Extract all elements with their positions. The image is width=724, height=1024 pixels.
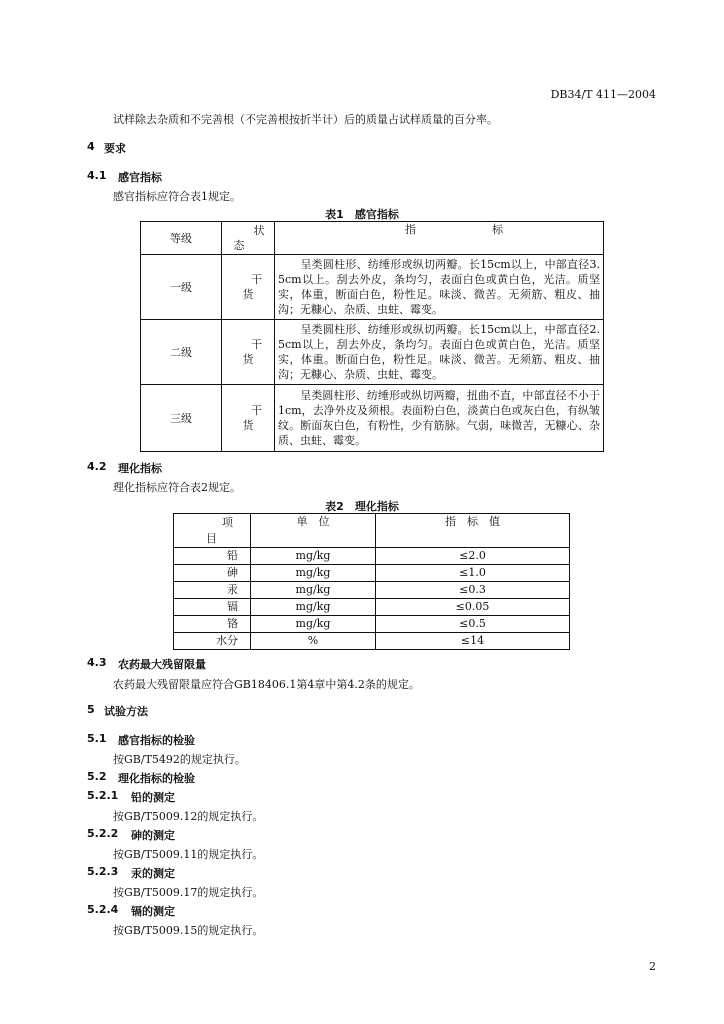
row-cadmium-unit: mg/kg <box>251 599 376 616</box>
header-index-left: 指 <box>405 223 416 236</box>
section-4-3-title: 农药最大残留限量 <box>118 658 206 671</box>
row-arsenic-unit: mg/kg <box>251 565 376 582</box>
row3-state-bottom: 货 <box>242 419 254 432</box>
section-4-number: 4 <box>87 140 95 153</box>
row-mercury-unit: mg/kg <box>251 582 376 599</box>
table-row <box>174 565 570 582</box>
row-chromium-unit: mg/kg <box>251 616 376 633</box>
row-cadmium-value: ≤0.05 <box>376 599 570 616</box>
section-4-2-title: 理化指标 <box>118 462 162 475</box>
table-row <box>174 548 570 565</box>
row-lead-value: ≤2.0 <box>376 548 570 565</box>
section-5-2-1-title: 铅的测定 <box>131 791 175 804</box>
row2-state <box>222 320 275 385</box>
table-header-row <box>141 222 604 255</box>
header-grade: 等级 <box>141 222 222 255</box>
section-4-1-number: 4.1 <box>87 169 107 182</box>
section-5-1-text: 按GB/T5492的规定执行。 <box>113 753 246 766</box>
header-state <box>222 222 275 255</box>
header-state-bottom: 态 <box>233 239 245 252</box>
row1-desc: 呈类圆柱形、纺缍形或纵切两瓣。长15cm以上，中部直径3.5cm以上。刮去外皮，条均匀，表面白色或黄白色，光洁。质坚实，体重，断面白色，粉性足。味淡、微苦。无须筋、粗皮、抽沟；无糠心、杂质、虫蛀、霉变。 <box>275 255 604 320</box>
table-row <box>141 385 604 452</box>
row2-desc: 呈类圆柱形、纺缍形或纵切两瓣。长15cm以上，中部直径2.5cm以上，刮去外皮，条均匀。表面白色或黄白色，光洁。质坚实，体重。断面白色，粉性足。味淡、微苦。无须筋、粗皮、抽沟；无糠心、杂质、虫蛀、霉变。 <box>275 320 604 385</box>
row3-state <box>222 385 275 452</box>
row1-state-top: 干 <box>251 273 262 286</box>
row-lead-item: 铅 <box>174 548 251 565</box>
section-5-2-3-title: 汞的测定 <box>131 867 175 880</box>
section-5-2-number: 5.2 <box>87 770 107 783</box>
table-row <box>141 320 604 385</box>
section-5-2-2-number: 5.2.2 <box>87 827 119 840</box>
row-moisture-unit: % <box>251 633 376 650</box>
section-4-1-title: 感官指标 <box>118 171 162 184</box>
row1-state <box>222 255 275 320</box>
table-row <box>174 582 570 599</box>
row-chromium-item: 铬 <box>174 616 251 633</box>
section-5-number: 5 <box>87 703 95 716</box>
row1-grade: 一级 <box>141 255 222 320</box>
section-4-title: 要求 <box>104 142 126 155</box>
row-mercury-value: ≤0.3 <box>376 582 570 599</box>
section-5-2-4-number: 5.2.4 <box>87 903 119 916</box>
header-index-right: 标 <box>492 223 503 236</box>
header-item-top: 项 <box>222 515 233 529</box>
row3-desc: 呈类圆柱形、纺缍形或纵切两瓣，扭曲不直，中部直径不小于1cm，去净外皮及须根。表面粉白色，淡黄白色或灰白色，有纵皱纹。断面灰白色，有粉性，少有筋脉。气弱，味微苦，无糠心、杂质、虫蛀、霉变。 <box>275 385 604 452</box>
doc-code: DB34/T 411—2004 <box>550 88 656 101</box>
header-value: 指 标 值 <box>376 514 570 548</box>
row-chromium-value: ≤0.5 <box>376 616 570 633</box>
row-lead-unit: mg/kg <box>251 548 376 565</box>
section-5-2-4-text: 按GB/T5009.15的规定执行。 <box>113 924 264 937</box>
section-4-3-text: 农药最大残留限量应符合GB18406.1第4章中第4.2条的规定。 <box>113 678 420 691</box>
section-5-2-1-text: 按GB/T5009.12的规定执行。 <box>113 810 264 823</box>
physchem-table <box>173 513 570 650</box>
header-index <box>275 222 604 255</box>
table-header-row <box>174 514 570 548</box>
table-row <box>174 633 570 650</box>
row2-state-bottom: 货 <box>242 353 254 366</box>
section-5-2-1-number: 5.2.1 <box>87 789 119 802</box>
row1-state-bottom: 货 <box>242 288 254 301</box>
section-5-2-2-title: 砷的测定 <box>131 829 175 842</box>
section-4-2-number: 4.2 <box>87 460 107 473</box>
section-5-1-title: 感官指标的检验 <box>118 734 195 747</box>
table-row <box>141 255 604 320</box>
row-moisture-item: 水分 <box>174 633 251 650</box>
header-item-bottom: 目 <box>206 531 217 545</box>
header-unit: 单 位 <box>251 514 376 548</box>
header-item <box>174 514 251 548</box>
row-cadmium-item: 镉 <box>174 599 251 616</box>
header-state-top: 状 <box>253 224 265 237</box>
row3-grade: 三级 <box>141 385 222 452</box>
row-mercury-item: 汞 <box>174 582 251 599</box>
row2-state-top: 干 <box>251 338 262 351</box>
section-5-2-title: 理化指标的检验 <box>118 772 195 785</box>
row-moisture-value: ≤14 <box>376 633 570 650</box>
section-5-2-3-number: 5.2.3 <box>87 865 119 878</box>
row3-state-top: 干 <box>251 404 262 417</box>
section-4-1-text: 感官指标应符合表1规定。 <box>113 190 241 203</box>
sensory-table <box>140 221 604 452</box>
row2-grade: 二级 <box>141 320 222 385</box>
table-row <box>174 599 570 616</box>
table-row <box>174 616 570 633</box>
page-number: 2 <box>649 960 656 973</box>
section-5-2-2-text: 按GB/T5009.11的规定执行。 <box>113 848 264 861</box>
section-4-3-number: 4.3 <box>87 656 107 669</box>
table1-caption: 表1 感官指标 <box>325 208 399 221</box>
section-5-2-4-title: 镉的测定 <box>131 905 175 918</box>
section-5-title: 试验方法 <box>104 705 148 718</box>
table2-caption: 表2 理化指标 <box>325 500 399 513</box>
intro-line: 试样除去杂质和不完善根（不完善根按折半计）后的质量占试样质量的百分率。 <box>113 113 498 126</box>
section-4-2-text: 理化指标应符合表2规定。 <box>113 481 241 494</box>
section-5-1-number: 5.1 <box>87 732 107 745</box>
row-arsenic-item: 砷 <box>174 565 251 582</box>
section-5-2-3-text: 按GB/T5009.17的规定执行。 <box>113 886 264 899</box>
row-arsenic-value: ≤1.0 <box>376 565 570 582</box>
